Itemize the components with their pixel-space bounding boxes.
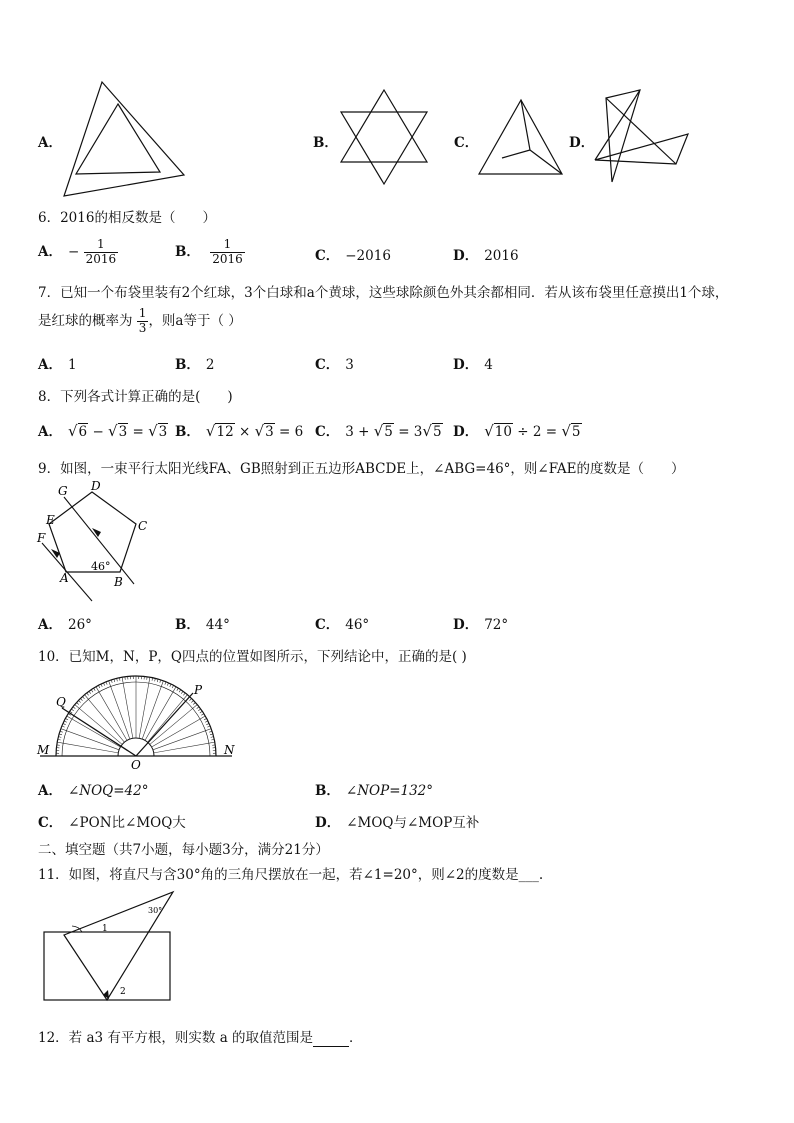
protractor-tick (78, 700, 80, 702)
q7-option-c[interactable]: C． 3 (315, 357, 354, 373)
label-m: M (37, 743, 50, 757)
label-o: O (131, 758, 141, 772)
q5-option-c-label: C． (454, 135, 479, 151)
protractor-tick (109, 681, 111, 687)
q9-option-a[interactable]: A． 26° (38, 617, 92, 633)
q11-ruler-triangle-figure (42, 888, 177, 1004)
protractor-ray (123, 683, 133, 738)
protractor-tick (87, 693, 89, 695)
protractor-tick (149, 677, 150, 683)
protractor-tick (184, 695, 188, 700)
label-a: A (60, 571, 69, 585)
q5-option-b-label: B． (313, 135, 338, 151)
q7-stem-line1: 7．已知一个布袋里装有2个红球，3个白球和a个黄球，这些球除颜色外其余都相同．若从该布袋里任意摸出1个球， (38, 285, 729, 301)
protractor-tick (210, 734, 213, 735)
protractor-tick (85, 695, 89, 700)
protractor-tick (183, 693, 185, 695)
protractor-tick (94, 688, 96, 691)
protractor-tick (181, 691, 183, 693)
protractor-tick (204, 718, 207, 719)
protractor-tick (101, 684, 102, 687)
q10-option-c[interactable]: C． ∠PON比∠MOQ大 (38, 815, 186, 831)
fraction: $\frac{1}{3}$ (138, 306, 147, 335)
protractor-tick (98, 685, 99, 688)
q7-option-b[interactable]: B． 2 (175, 357, 215, 373)
angle-30-label: 30° (148, 906, 163, 915)
protractor-ray (99, 692, 127, 740)
q5-option-a-figure (60, 80, 190, 200)
q8-option-b[interactable]: B． √12 × √3 = 6 (175, 422, 304, 440)
protractor-ray (153, 731, 206, 750)
q6-option-c[interactable]: C． −2016 (315, 248, 391, 264)
angle-1-label: 1 (102, 924, 108, 934)
q8-option-c[interactable]: C． 3 + √5 = 3√5 (315, 422, 442, 440)
arrow-head-icon (92, 528, 101, 537)
q10-option-b[interactable]: B． ∠NOP=132° (315, 783, 434, 799)
q10-stem: 10．已知M，N，P，Q四点的位置如图所示，下列结论中，正确的是( ) (38, 649, 467, 665)
protractor-tick (193, 705, 198, 709)
protractor-tick (82, 697, 84, 699)
q10-option-a[interactable]: A． ∠NOQ=42° (38, 783, 149, 799)
q8-option-d[interactable]: D． √10 ÷ 2 = √5 (453, 422, 581, 440)
q9-option-b[interactable]: B． 44° (175, 617, 230, 633)
protractor-tick (77, 702, 79, 704)
protractor-tick (200, 716, 205, 719)
q9-option-c[interactable]: C． 46° (315, 617, 370, 633)
protractor-tick (167, 683, 168, 686)
label-c: C (138, 519, 148, 533)
label-b: B (114, 575, 123, 589)
protractor-tick (193, 702, 195, 704)
protractor-tick (96, 687, 99, 692)
q5-option-b-figure (335, 88, 435, 188)
label-q: Q (56, 695, 66, 709)
protractor-tick (157, 679, 158, 682)
protractor-ray (145, 692, 173, 740)
protractor-tick (80, 698, 82, 700)
q6-option-d[interactable]: D． 2016 (453, 248, 519, 264)
ray-op (136, 693, 193, 756)
protractor-tick (73, 707, 75, 709)
q6-option-b[interactable]: B． $\frac{1}{2016}$ (175, 237, 243, 266)
protractor-rays (63, 682, 209, 753)
q9-pentagon-figure (34, 480, 159, 605)
q10-protractor-figure (34, 668, 244, 773)
q5-option-a-label: A． (38, 135, 62, 151)
q11-stem: 11．如图，将直尺与含30°角的三角尺摆放在一起，若∠1=20°，则∠2的度数是___. (38, 867, 544, 883)
q6-option-a[interactable]: A． − $\frac{1}{2016}$ (38, 237, 117, 266)
q12-stem: 12．若 a3 有平方根，则实数 a 的取值范围是 ． (38, 1030, 363, 1046)
protractor-tick (209, 742, 215, 743)
protractor-tick (61, 729, 67, 731)
q10-option-d[interactable]: D． ∠MOQ与∠MOP互补 (315, 815, 480, 831)
protractor-tick (64, 721, 67, 722)
q8-stem: 8．下列各式计算正确的是( ) (38, 389, 233, 405)
protractor-tick (200, 711, 202, 713)
label-e: E (46, 513, 55, 527)
ruler (44, 932, 170, 1000)
protractor-tick (198, 709, 200, 711)
label-f: F (37, 531, 46, 545)
q7-option-a[interactable]: A． 1 (38, 357, 77, 373)
protractor-tick (172, 685, 173, 688)
protractor-tick (59, 734, 62, 735)
answer-blank[interactable] (313, 1030, 349, 1047)
q5-option-c-figure (476, 98, 568, 178)
protractor-tick (89, 691, 91, 693)
q5-option-d-label: D． (569, 135, 595, 151)
q9-stem: 9．如图，一束平行太阳光线FA、GB照射到正五边形ABCDE上，∠ABG=46°，则∠FAE的度数是（ ） (38, 461, 685, 477)
protractor-tick (206, 729, 212, 731)
section-title: 二、填空题（共7小题，每小题3分，满分21分） (38, 842, 329, 858)
fraction: $\frac{1}{2016}$ (85, 237, 117, 266)
protractor-ray (72, 719, 120, 747)
protractor-tick (114, 679, 115, 682)
protractor-tick (173, 687, 176, 692)
protractor-ray (139, 683, 149, 738)
fraction: $\frac{1}{2016}$ (212, 237, 243, 266)
q7-stem-line2: 是红球的概率为 $\frac{1}{3}$ ，则a等于（ ） (38, 306, 242, 335)
angle-2-label: 2 (120, 987, 126, 997)
ray-oq (62, 708, 136, 756)
protractor-tick (75, 705, 80, 709)
protractor-tick (170, 684, 171, 687)
q8-option-a[interactable]: A． √6 − √3 = √3 (38, 422, 168, 440)
protractor-tick (201, 714, 204, 716)
protractor-tick (161, 681, 163, 687)
protractor-tick (189, 698, 191, 700)
protractor-tick (122, 677, 123, 683)
q9-option-d[interactable]: D． 72° (453, 617, 509, 633)
protractor-tick (191, 700, 193, 702)
protractor-ray (63, 743, 118, 753)
protractor-tick (205, 721, 208, 722)
protractor-tick (57, 742, 63, 743)
label-g: G (58, 484, 68, 498)
protractor-tick (206, 723, 209, 724)
protractor-tick (179, 690, 181, 692)
protractor-tick (91, 690, 93, 692)
protractor-tick (67, 716, 72, 719)
label-d: D (91, 480, 101, 493)
protractor-ray (111, 686, 130, 739)
protractor-tick (197, 707, 199, 709)
angle-label: 46° (91, 560, 111, 573)
protractor-tick (63, 723, 66, 724)
label-p: P (194, 683, 203, 697)
q5-option-d-figure (592, 88, 692, 188)
protractor-tick (65, 718, 68, 719)
q7-option-d[interactable]: D． 4 (453, 357, 493, 373)
label-n: N (224, 743, 235, 757)
protractor-ray (152, 719, 200, 747)
protractor-tick (103, 683, 104, 686)
q6-stem: 6．2016的相反数是（ ） (38, 210, 216, 226)
protractor-tick (177, 688, 179, 691)
protractor-ray (154, 743, 209, 753)
protractor-tick (71, 709, 73, 711)
